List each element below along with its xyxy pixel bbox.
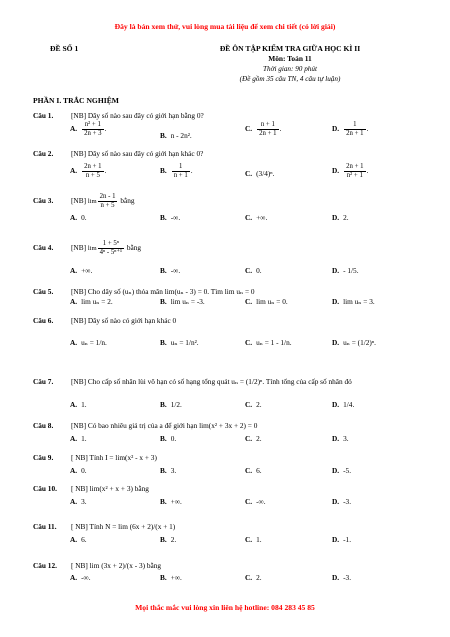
exam-time: Thời gian: 90 phút — [263, 65, 317, 73]
question-number: Câu 6. — [33, 316, 54, 325]
option-a: A. +∞. — [70, 266, 93, 275]
option-c: C. (3/4)ⁿ. — [245, 169, 275, 178]
question-number: Câu 2. — [33, 149, 54, 158]
question-number: Câu 4. — [33, 243, 54, 253]
question-text: [NB] Dãy số nào có giới hạn khác 0 — [71, 316, 177, 325]
question-12 — [33, 561, 161, 570]
option-a: A. 1. — [70, 434, 87, 443]
option-d: D. 2. — [332, 213, 349, 222]
option-a: A. $\frac{\text{n² + 1}}{2n + 3}$ . — [70, 121, 107, 137]
option-d: D. $\frac{2n + 1}{\text{n² + 1}}$ . — [332, 163, 369, 179]
question-text: [ NB] lim (3x + 2)/(x - 3) bằng — [71, 561, 162, 570]
option-c: C. lim uₙ = 0. — [245, 297, 288, 306]
option-b: B. n - 2n². — [160, 131, 192, 140]
option-a: A. $\frac{2n + 1}{n + 5}$ . — [70, 163, 107, 179]
options-q6 — [0, 338, 450, 368]
option-c: C. -∞. — [245, 497, 266, 506]
question-number: Câu 5. — [33, 287, 54, 296]
option-c: C. 2. — [245, 400, 262, 409]
question-number: Câu 12. — [33, 561, 57, 570]
option-d: D. lim uₙ = 3. — [332, 297, 375, 306]
question-number: Câu 7. — [33, 377, 54, 386]
limit-expression: lim — [87, 198, 97, 205]
option-d: D. uₙ = (1/2)ⁿ. — [332, 338, 376, 347]
option-b: B. 2. — [160, 535, 177, 544]
question-2 — [33, 149, 203, 158]
question-number: Câu 1. — [33, 111, 54, 120]
option-d: D. -1. — [332, 535, 352, 544]
option-b: B. $\frac{1}{n + 1}$ . — [160, 163, 193, 179]
question-7 — [33, 377, 352, 386]
option-a: A. 6. — [70, 535, 87, 544]
question-10 — [33, 484, 149, 493]
question-text: [ NB] Tính N = lim (6x + 2)/(x + 1) — [71, 522, 176, 531]
option-a: A. lim uₙ = 2. — [70, 297, 113, 306]
option-d: D. 3. — [332, 434, 349, 443]
options-q2 — [0, 159, 450, 189]
question-6 — [33, 316, 176, 325]
question-number: Câu 11. — [33, 522, 57, 531]
option-a: A. -∞. — [70, 573, 91, 582]
exam-header — [170, 44, 410, 84]
question-text: [ NB] lim(x² + x + 3) bằng — [71, 484, 149, 493]
option-c: C. 2. — [245, 573, 262, 582]
exam-subject: Môn: Toán 11 — [268, 54, 312, 63]
option-d: D. $\frac{1}{2n + 1}$ . — [332, 121, 369, 137]
options-q12 — [0, 573, 450, 603]
question-number: Câu 3. — [33, 196, 54, 206]
options-q3 — [0, 213, 450, 243]
option-b: B. -∞. — [160, 213, 181, 222]
option-a: A. 0. — [70, 466, 87, 475]
option-b: B. 3. — [160, 466, 177, 475]
option-c: C. +∞. — [245, 213, 268, 222]
limit-expression: lim — [87, 245, 97, 252]
question-text: [NB] Dãy số nào sau đây có giới hạn bằng 0? — [71, 111, 204, 120]
option-b: B. 1/2. — [160, 400, 182, 409]
option-c: C. 0. — [245, 266, 262, 275]
option-c: C. 6. — [245, 466, 262, 475]
question-8 — [33, 421, 257, 430]
option-a: A. 3. — [70, 497, 87, 506]
question-4: Câu 4. [NB] lim $\frac{\text{1 + 5ⁿ}}{\text{4ⁿ - 5ⁿ⁺¹}}$ bằng — [33, 240, 142, 256]
question-5 — [33, 287, 255, 296]
options-q1 — [0, 119, 450, 149]
question-text: [NB] Cho cấp số nhân lùi vô hạn có số hạng tổng quát uₙ = (1/2)ⁿ. Tính tổng của cấp số nhân đó — [71, 377, 352, 386]
option-c: C. $\frac{n + 1}{2n + 1}$ . — [245, 121, 282, 137]
question-3: Câu 3. [NB] lim $\frac{2n - 1}{n + 5}$ bằng — [33, 193, 135, 209]
exam-code: ĐỀ SỐ 1 — [50, 44, 79, 53]
option-a: A. 1. — [70, 400, 87, 409]
question-text: [NB] Có bao nhiêu giá trị của a để giới hạn lim(x² + 3x + 2) = 0 — [71, 421, 258, 430]
option-d: D. 1/4. — [332, 400, 355, 409]
exam-title: ĐỀ ÔN TẬP KIỂM TRA GIỮA HỌC KÌ II — [219, 44, 361, 53]
option-c: C. uₙ = 1 - 1/n. — [245, 338, 292, 347]
question-text: [ NB] Tính I = lim(x² - x + 3) — [71, 453, 157, 462]
question-text: [NB] Cho dãy số (uₙ) thỏa mãn lim(uₙ - 3) = 0. Tìm lim uₙ = 0 — [71, 287, 255, 296]
option-b: B. uₙ = 1/n². — [160, 338, 199, 347]
option-b: B. 0. — [160, 434, 177, 443]
option-d: D. -5. — [332, 466, 352, 475]
option-a: A. uₙ = 1/n. — [70, 338, 107, 347]
preview-banner: Đây là bản xem thử, vui lòng mua tài liệu để xem chi tiết (có lời giải) — [114, 22, 336, 31]
question-number: Câu 9. — [33, 453, 54, 462]
option-b: B. lim uₙ = -3. — [160, 297, 205, 306]
exam-note: (Đề gồm 35 câu TN, 4 câu tự luận) — [239, 75, 341, 83]
section-title: PHẦN I. TRẮC NGHIỆM — [33, 96, 119, 105]
option-c: C. 2. — [245, 434, 262, 443]
hotline-banner: Mọi thắc mắc vui lòng xin liên hệ hotline: 084 283 45 85 — [135, 603, 315, 612]
question-number: Câu 10. — [33, 484, 57, 493]
question-text: [NB] Dãy số nào sau đây có giới hạn khác 0? — [71, 149, 204, 158]
question-9 — [33, 453, 157, 462]
option-b: B. +∞. — [160, 497, 182, 506]
option-d: D. - 1/5. — [332, 266, 359, 275]
option-b: B. +∞. — [160, 573, 182, 582]
option-a: A. 0. — [70, 213, 87, 222]
question-number: Câu 8. — [33, 421, 54, 430]
option-c: C. 1. — [245, 535, 262, 544]
option-b: B. -∞. — [160, 266, 181, 275]
option-d: D. -3. — [332, 497, 352, 506]
question-11 — [33, 522, 175, 531]
option-d: D. -3. — [332, 573, 352, 582]
